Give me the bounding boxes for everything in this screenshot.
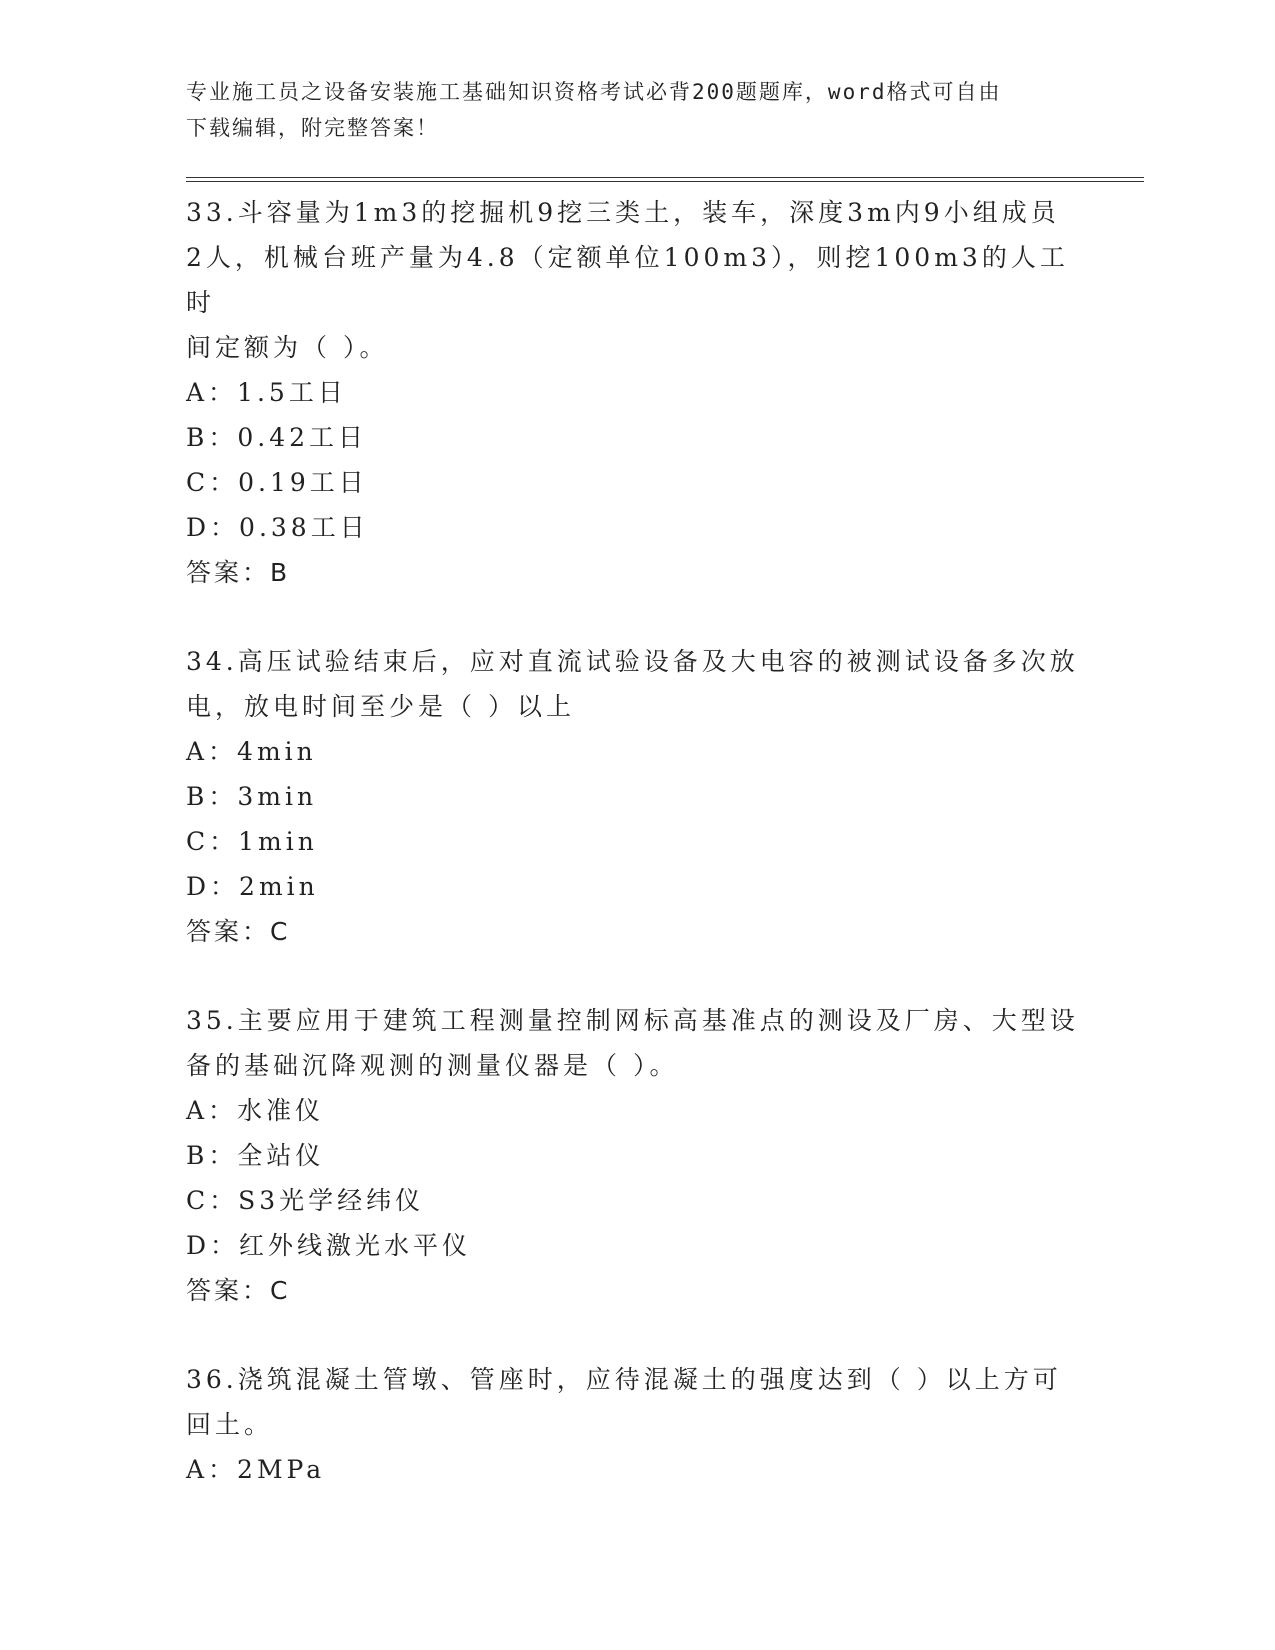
option-d: D：2min	[186, 872, 319, 901]
question-35	[186, 998, 1086, 1313]
question-stem-line: 电，放电时间至少是（ ）以上	[186, 692, 575, 721]
answer-line: 答案：C	[186, 1276, 291, 1305]
header-line-1: 专业施工员之设备安装施工基础知识资格考试必背200题题库，word格式可自由	[186, 80, 1002, 104]
document-header	[186, 74, 1066, 146]
option-a: A：4min	[186, 737, 317, 766]
question-stem-line: 回土。	[186, 1410, 274, 1439]
header-divider-top	[186, 177, 1144, 178]
option-d: D：0.38工日	[186, 513, 369, 542]
question-stem-line: 36.浇筑混凝土管墩、管座时，应待混凝土的强度达到（ ）以上方可	[186, 1365, 1062, 1394]
header-line-2: 下载编辑，附完整答案！	[186, 116, 439, 140]
question-stem-line: 35.主要应用于建筑工程测量控制网标高基准点的测设及厂房、大型设	[186, 1006, 1079, 1035]
option-b: B：3min	[186, 782, 318, 811]
option-a: A：水准仪	[186, 1096, 325, 1125]
question-list	[186, 190, 1086, 1536]
option-d: D：红外线激光水平仪	[186, 1231, 472, 1260]
question-33	[186, 190, 1086, 595]
question-34	[186, 639, 1086, 954]
option-c: C：1min	[186, 827, 318, 856]
question-stem-line: 备的基础沉降观测的测量仪器是（ ）。	[186, 1051, 679, 1080]
option-c: C：S3光学经纬仪	[186, 1186, 425, 1215]
question-stem-line: 34.高压试验结束后，应对直流试验设备及大电容的被测试设备多次放	[186, 647, 1079, 676]
option-b: B：全站仪	[186, 1141, 325, 1170]
header-divider-bottom	[186, 181, 1144, 182]
option-a: A：2MPa	[186, 1455, 326, 1484]
question-stem-line: 间定额为（ ）。	[186, 333, 389, 362]
option-b: B：0.42工日	[186, 423, 368, 452]
question-36	[186, 1357, 1086, 1492]
option-a: A：1.5工日	[186, 378, 347, 407]
question-stem-line: 2人，机械台班产量为4.8（定额单位100m3），则挖100m3的人工时	[186, 243, 1069, 317]
answer-line: 答案：C	[186, 917, 291, 946]
option-c: C：0.19工日	[186, 468, 368, 497]
question-stem-line: 33.斗容量为1m3的挖掘机9挖三类土，装车，深度3m内9小组成员	[186, 198, 1060, 227]
answer-line: 答案：B	[186, 558, 291, 587]
